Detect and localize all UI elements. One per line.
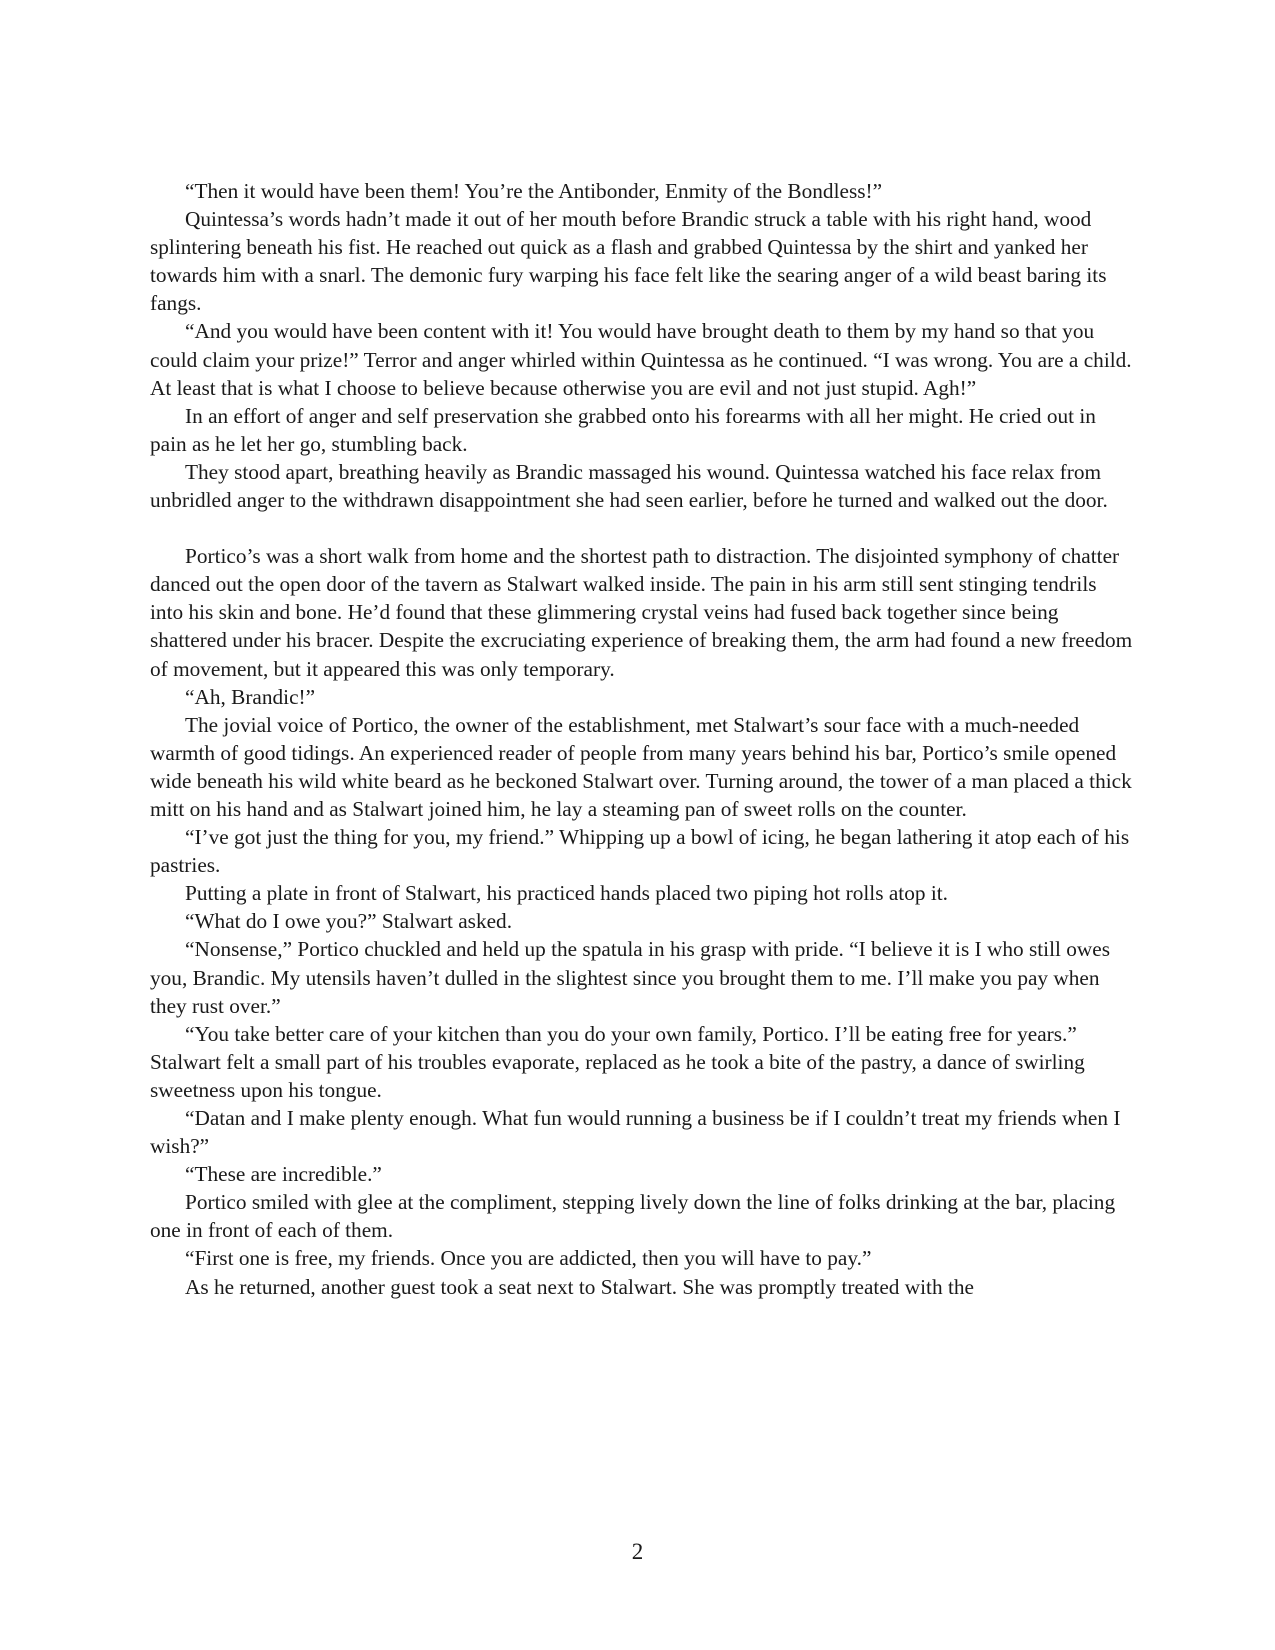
- page-number: 2: [631, 1539, 644, 1564]
- paragraph: “Ah, Brandic!”: [185, 684, 316, 709]
- paragraph: “Datan and I make plenty enough. What fun would running a business be if I couldn’t treat my friends when I wish?”: [150, 1106, 1121, 1159]
- paragraph: “These are incredible.”: [185, 1162, 382, 1187]
- paragraph: They stood apart, breathing heavily as Brandic massaged his wound. Quintessa watched his face relax from unbridled anger to the withdrawn disappointment she had seen earlier, before he turned and walked out the door.: [150, 459, 1108, 513]
- paragraph: Portico’s was a short walk from home and the shortest path to distraction. The disjointed symphony of chatter danced out the open door of the tavern as Stalwart walked inside. The pain in his arm still sent stinging tendrils into his skin and bone. He’d found that these glimmering crystal veins had fused back together since being shattered under his bracer. Despite the excruciating experience of breaking them, the arm had found a new freedom of movement, but it appeared this was only temporary.: [150, 544, 1133, 681]
- paragraph: “And you would have been content with it! You would have brought death to them by my hand so that you could claim your prize!” Terror and anger whirled within Quintessa as he continued. “I was wrong. You are a child. At least that is what I choose to believe because otherwise you are evil and not just stupid. Agh!”: [150, 319, 1132, 400]
- paragraph: Portico smiled with glee at the compliment, stepping lively down the line of folks drinking at the bar, placing one in front of each of them.: [150, 1190, 1116, 1243]
- page-body: [150, 177, 1134, 1301]
- paragraph: As he returned, another guest took a seat next to Stalwart. She was promptly treated with the: [185, 1274, 974, 1299]
- paragraph: “You take better care of your kitchen than you do your own family, Portico. I’ll be eating free for years.” Stalwart felt a small part of his troubles evaporate, replaced as he took a bite of the pastry, a dance of swirling sweetness upon his tongue.: [150, 1021, 1085, 1102]
- paragraph: The jovial voice of Portico, the owner of the establishment, met Stalwart’s sour face with a much-needed warmth of good tidings. An experienced reader of people from many years behind his bar, Portico’s smile opened wide beneath his wild white beard as he beckoned Stalwart over. Turning around, the tower of a man placed a thick mitt on his hand and as Stalwart joined him, he lay a steaming pan of sweet rolls on the counter.: [150, 712, 1132, 821]
- paragraph: “Nonsense,” Portico chuckled and held up the spatula in his grasp with pride. “I believe it is I who still owes you, Brandic. My utensils haven’t dulled in the slightest since you brought them to me. I’ll make you pay when they rust over.”: [150, 937, 1111, 1018]
- paragraph: “Then it would have been them! You’re the Antibonder, Enmity of the Bondless!”: [185, 179, 883, 203]
- scene-break: [150, 514, 1134, 542]
- paragraph: “First one is free, my friends. Once you are addicted, then you will have to pay.”: [185, 1246, 872, 1271]
- paragraph: Putting a plate in front of Stalwart, his practiced hands placed two piping hot rolls atop it.: [185, 881, 948, 906]
- paragraph: Quintessa’s words hadn’t made it out of her mouth before Brandic struck a table with his right hand, wood splintering beneath his fist. He reached out quick as a flash and grabbed Quintessa by the shirt and yanked her towards him with a snarl. The demonic fury warping his face felt like the searing anger of a wild beast baring its fangs.: [150, 207, 1107, 316]
- paragraph: “What do I owe you?” Stalwart asked.: [185, 909, 513, 934]
- paragraph: In an effort of anger and self preservation she grabbed onto his forearms with all her might. He cried out in pain as he let her go, stumbling back.: [150, 403, 1096, 456]
- paragraph: “I’ve got just the thing for you, my friend.” Whipping up a bowl of icing, he began lathering it atop each of his pastries.: [150, 825, 1130, 878]
